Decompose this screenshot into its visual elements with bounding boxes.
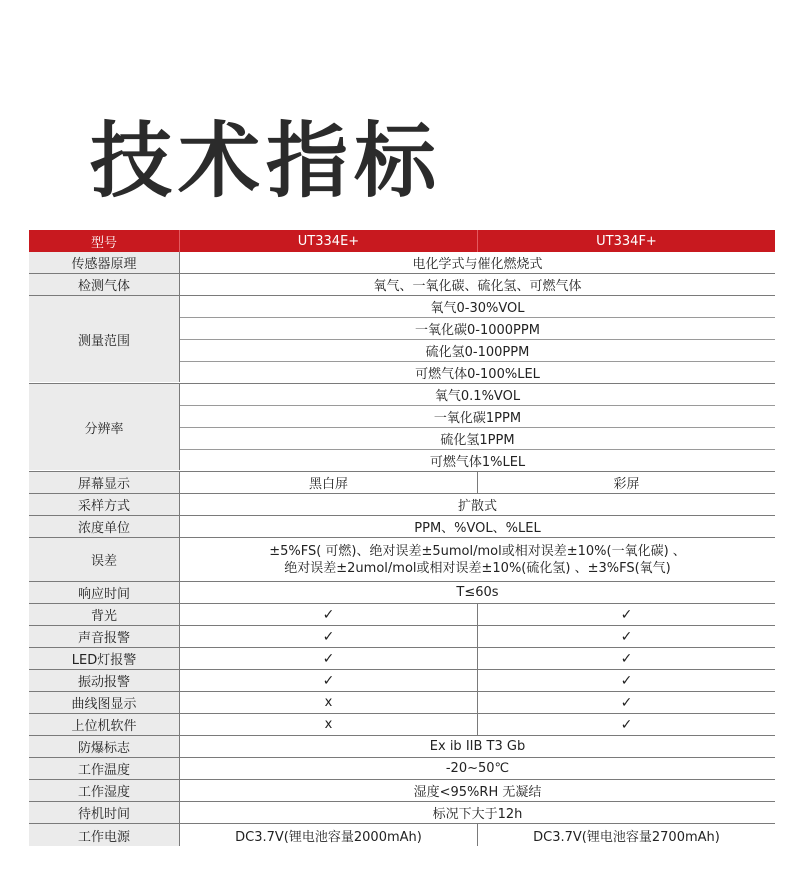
row-label: 检测气体 (29, 274, 180, 295)
row-value: -20~50℃ (445, 761, 510, 776)
table-header-row (29, 230, 775, 252)
table-row-sound-alarm (29, 626, 775, 648)
resolution-item: 可燃气体1%LEL (429, 455, 526, 470)
row-value: 湿度<95%RH 无凝结 (413, 785, 542, 800)
check-icon: ✓ (322, 650, 335, 667)
row-label: 误差 (29, 538, 180, 581)
header-model-e: UT334E+ (180, 230, 477, 252)
table-row-explosion-mark (29, 736, 775, 758)
table-row-error (29, 538, 775, 582)
range-item: 硫化氢0-100PPM (180, 340, 775, 362)
table-row-screen (29, 472, 775, 494)
check-icon: ✓ (477, 648, 775, 669)
table-row-detected-gas (29, 274, 775, 296)
table-row-work-temp (29, 758, 775, 780)
error-line-2: 绝对误差±2umol/mol或相对误差±10%(硫化氢) 、±3%FS(氧气) (284, 560, 671, 576)
row-label: 防爆标志 (29, 736, 180, 757)
table-group-range (29, 296, 775, 384)
row-label: 分辨率 (29, 384, 180, 470)
row-label: 曲线图显示 (29, 692, 180, 713)
check-icon: ✓ (477, 714, 775, 735)
header-model-label: 型号 (29, 230, 180, 252)
row-label: 浓度单位 (29, 516, 180, 537)
row-value-f: DC3.7V(锂电池容量2700mAh) (477, 824, 775, 846)
row-label: 声音报警 (29, 626, 180, 647)
check-icon: ✓ (477, 692, 775, 713)
check-icon: ✓ (322, 672, 335, 689)
row-value-e: DC3.7V(锂电池容量2000mAh) (235, 829, 422, 845)
range-item: 一氧化碳0-1000PPM (180, 318, 775, 340)
table-row-curve-display (29, 692, 775, 714)
table-row-work-humidity (29, 780, 775, 802)
table-row-unit (29, 516, 775, 538)
row-value: T≤60s (456, 585, 499, 600)
table-group-resolution (29, 384, 775, 472)
header-model-f: UT334F+ (477, 230, 775, 252)
range-item: 可燃气体0-100%LEL (415, 367, 540, 382)
table-row-led-alarm (29, 648, 775, 670)
cross-icon: x (324, 717, 333, 732)
row-value: PPM、%VOL、%LEL (414, 521, 541, 536)
row-value: 氧气、一氧化碳、硫化氢、可燃气体 (373, 279, 582, 294)
check-icon: ✓ (322, 628, 335, 645)
row-label: 振动报警 (29, 670, 180, 691)
table-row-power (29, 824, 775, 846)
check-icon: ✓ (477, 604, 775, 625)
row-label: 传感器原理 (29, 252, 180, 273)
row-label: 屏幕显示 (29, 472, 180, 493)
row-value-f: 彩屏 (477, 472, 775, 493)
table-row-sampling (29, 494, 775, 516)
check-icon: ✓ (322, 606, 335, 623)
cross-icon: x (324, 695, 333, 710)
check-icon: ✓ (477, 670, 775, 691)
row-label: 采样方式 (29, 494, 180, 515)
resolution-item: 硫化氢1PPM (180, 428, 775, 450)
row-label: 上位机软件 (29, 714, 180, 735)
table-row-sensor-principle (29, 252, 775, 274)
page-title: 技术指标 (90, 114, 443, 209)
row-label: 背光 (29, 604, 180, 625)
error-line-1: ±5%FS( 可燃)、绝对误差±5umol/mol或相对误差±10%(一氧化碳) 、 (269, 543, 686, 559)
table-row-standby (29, 802, 775, 824)
row-value: Ex ib IIB T3 Gb (429, 739, 526, 754)
row-label: 待机时间 (29, 802, 180, 823)
row-label: 工作温度 (29, 758, 180, 779)
row-label: 工作电源 (29, 824, 180, 846)
row-value: 标况下大于12h (432, 807, 523, 822)
row-value-e: 黑白屏 (308, 477, 348, 492)
row-value: 电化学式与催化燃烧式 (412, 257, 543, 272)
row-value: 扩散式 (457, 499, 497, 514)
row-label: LED灯报警 (29, 648, 180, 669)
range-item: 氧气0-30%VOL (180, 296, 775, 318)
row-label: 响应时间 (29, 582, 180, 603)
resolution-item: 氧气0.1%VOL (180, 384, 775, 406)
table-row-backlight (29, 604, 775, 626)
table-row-response (29, 582, 775, 604)
row-label: 测量范围 (29, 296, 180, 382)
resolution-item: 一氧化碳1PPM (180, 406, 775, 428)
spec-table (29, 230, 775, 846)
check-icon: ✓ (477, 626, 775, 647)
row-value (180, 538, 775, 581)
row-label: 工作湿度 (29, 780, 180, 801)
table-row-vibration-alarm (29, 670, 775, 692)
table-row-pc-software (29, 714, 775, 736)
